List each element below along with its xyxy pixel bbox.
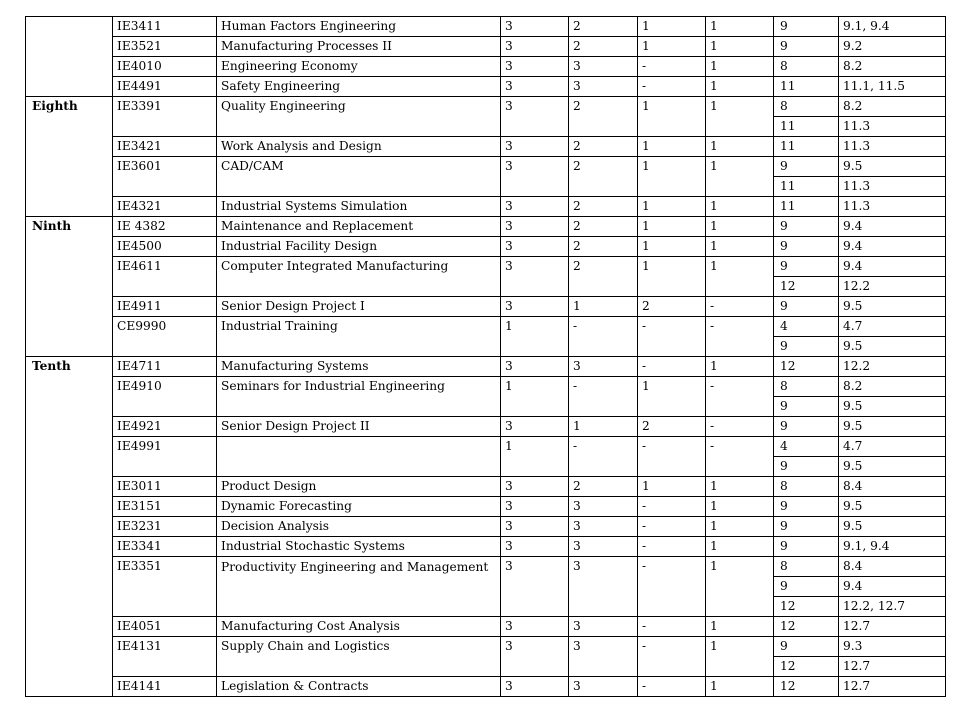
credits-cell: 3 bbox=[501, 217, 569, 237]
col4-cell: 2 bbox=[569, 237, 638, 257]
outcome-number-cell: 4 bbox=[774, 437, 839, 457]
col6-cell: 1 bbox=[706, 217, 774, 237]
credits-cell: 3 bbox=[501, 537, 569, 557]
col5-cell: 1 bbox=[638, 377, 706, 417]
col5-cell: 2 bbox=[638, 297, 706, 317]
table-body bbox=[26, 17, 946, 697]
credits-cell: 3 bbox=[501, 57, 569, 77]
credits-cell: 3 bbox=[501, 617, 569, 637]
outcome-indicator-cell: 9.5 bbox=[839, 157, 946, 177]
course-code-cell: IE3011 bbox=[113, 477, 217, 497]
col4-cell: 3 bbox=[569, 677, 638, 697]
table-row bbox=[26, 97, 946, 117]
col6-cell: - bbox=[706, 417, 774, 437]
col4-cell: 2 bbox=[569, 37, 638, 57]
credits-cell: 3 bbox=[501, 157, 569, 197]
col5-cell: 1 bbox=[638, 477, 706, 497]
outcome-indicator-cell: 11.3 bbox=[839, 117, 946, 137]
course-code-cell: IE4711 bbox=[113, 357, 217, 377]
col5-cell: 1 bbox=[638, 217, 706, 237]
course-code-cell: IE3601 bbox=[113, 157, 217, 197]
course-code-cell: IE3341 bbox=[113, 537, 217, 557]
outcome-number-cell: 12 bbox=[774, 357, 839, 377]
col6-cell: - bbox=[706, 297, 774, 317]
course-code-cell: IE4141 bbox=[113, 677, 217, 697]
course-title-cell: Industrial Training bbox=[217, 317, 501, 357]
col4-cell: 3 bbox=[569, 517, 638, 537]
course-title-cell: Product Design bbox=[217, 477, 501, 497]
outcome-indicator-cell: 9.5 bbox=[839, 497, 946, 517]
credits-cell: 3 bbox=[501, 297, 569, 317]
outcome-number-cell: 11 bbox=[774, 77, 839, 97]
col5-cell: - bbox=[638, 357, 706, 377]
outcome-number-cell: 9 bbox=[774, 17, 839, 37]
course-code-cell: IE3391 bbox=[113, 97, 217, 137]
course-title-cell bbox=[217, 437, 501, 477]
col4-cell: 2 bbox=[569, 97, 638, 137]
outcome-number-cell: 8 bbox=[774, 97, 839, 117]
col5-cell: 1 bbox=[638, 237, 706, 257]
col4-cell: 3 bbox=[569, 557, 638, 617]
table-row bbox=[26, 37, 946, 57]
outcome-number-cell: 9 bbox=[774, 397, 839, 417]
col6-cell: 1 bbox=[706, 237, 774, 257]
outcome-number-cell: 8 bbox=[774, 377, 839, 397]
course-title-cell: Work Analysis and Design bbox=[217, 137, 501, 157]
col4-cell: 2 bbox=[569, 477, 638, 497]
course-code-cell: IE3351 bbox=[113, 557, 217, 617]
col4-cell: 2 bbox=[569, 157, 638, 197]
credits-cell: 3 bbox=[501, 137, 569, 157]
table-row bbox=[26, 357, 946, 377]
outcome-indicator-cell: 11.3 bbox=[839, 137, 946, 157]
outcome-number-cell: 9 bbox=[774, 517, 839, 537]
col6-cell: 1 bbox=[706, 477, 774, 497]
outcome-indicator-cell: 8.4 bbox=[839, 477, 946, 497]
table-row bbox=[26, 417, 946, 437]
col6-cell: 1 bbox=[706, 37, 774, 57]
credits-cell: 3 bbox=[501, 677, 569, 697]
outcome-indicator-cell: 11.1, 11.5 bbox=[839, 77, 946, 97]
course-code-cell: IE3521 bbox=[113, 37, 217, 57]
course-title-cell: Industrial Systems Simulation bbox=[217, 197, 501, 217]
col5-cell: 1 bbox=[638, 257, 706, 297]
credits-cell: 3 bbox=[501, 17, 569, 37]
credits-cell: 1 bbox=[501, 317, 569, 357]
col6-cell: 1 bbox=[706, 517, 774, 537]
credits-cell: 3 bbox=[501, 357, 569, 377]
col5-cell: - bbox=[638, 677, 706, 697]
table-row bbox=[26, 137, 946, 157]
outcome-indicator-cell: 9.3 bbox=[839, 637, 946, 657]
table-row bbox=[26, 377, 946, 397]
col5-cell: - bbox=[638, 537, 706, 557]
outcome-indicator-cell: 9.5 bbox=[839, 397, 946, 417]
col4-cell: - bbox=[569, 437, 638, 477]
course-code-cell: IE4321 bbox=[113, 197, 217, 217]
course-code-cell: CE9990 bbox=[113, 317, 217, 357]
course-outcomes-table bbox=[25, 16, 946, 697]
outcome-indicator-cell: 9.1, 9.4 bbox=[839, 17, 946, 37]
outcome-number-cell: 9 bbox=[774, 637, 839, 657]
outcome-indicator-cell: 9.4 bbox=[839, 577, 946, 597]
col5-cell: 1 bbox=[638, 37, 706, 57]
col6-cell: 1 bbox=[706, 497, 774, 517]
outcome-indicator-cell: 8.2 bbox=[839, 57, 946, 77]
outcome-number-cell: 8 bbox=[774, 57, 839, 77]
table-row bbox=[26, 537, 946, 557]
col5-cell: - bbox=[638, 57, 706, 77]
course-code-cell: IE4921 bbox=[113, 417, 217, 437]
course-title-cell: Seminars for Industrial Engineering bbox=[217, 377, 501, 417]
outcome-number-cell: 9 bbox=[774, 457, 839, 477]
outcome-indicator-cell: 4.7 bbox=[839, 317, 946, 337]
outcome-indicator-cell: 8.2 bbox=[839, 377, 946, 397]
col5-cell: 1 bbox=[638, 17, 706, 37]
outcome-indicator-cell: 9.5 bbox=[839, 457, 946, 477]
col5-cell: 1 bbox=[638, 157, 706, 197]
outcome-number-cell: 12 bbox=[774, 597, 839, 617]
course-title-cell: Industrial Stochastic Systems bbox=[217, 537, 501, 557]
semester-cell: Eighth bbox=[26, 97, 113, 217]
course-code-cell: IE4131 bbox=[113, 637, 217, 677]
col6-cell: 1 bbox=[706, 637, 774, 677]
outcome-indicator-cell: 9.5 bbox=[839, 337, 946, 357]
course-code-cell: IE4611 bbox=[113, 257, 217, 297]
credits-cell: 3 bbox=[501, 237, 569, 257]
credits-cell: 3 bbox=[501, 497, 569, 517]
table-row bbox=[26, 637, 946, 657]
col6-cell: - bbox=[706, 317, 774, 357]
course-title-cell: Engineering Economy bbox=[217, 57, 501, 77]
col6-cell: 1 bbox=[706, 57, 774, 77]
course-code-cell: IE4910 bbox=[113, 377, 217, 417]
col6-cell: 1 bbox=[706, 97, 774, 137]
outcome-indicator-cell: 9.1, 9.4 bbox=[839, 537, 946, 557]
outcome-number-cell: 9 bbox=[774, 297, 839, 317]
table-row bbox=[26, 197, 946, 217]
credits-cell: 3 bbox=[501, 197, 569, 217]
table-row bbox=[26, 57, 946, 77]
course-title-cell: Quality Engineering bbox=[217, 97, 501, 137]
credits-cell: 3 bbox=[501, 97, 569, 137]
credits-cell: 3 bbox=[501, 637, 569, 677]
outcome-number-cell: 12 bbox=[774, 677, 839, 697]
col4-cell: 2 bbox=[569, 137, 638, 157]
col6-cell: 1 bbox=[706, 17, 774, 37]
course-code-cell: IE4991 bbox=[113, 437, 217, 477]
outcome-number-cell: 12 bbox=[774, 277, 839, 297]
col5-cell: 2 bbox=[638, 417, 706, 437]
col6-cell: 1 bbox=[706, 77, 774, 97]
col4-cell: 2 bbox=[569, 17, 638, 37]
credits-cell: 3 bbox=[501, 517, 569, 537]
col4-cell: 1 bbox=[569, 297, 638, 317]
outcome-number-cell: 9 bbox=[774, 417, 839, 437]
table-row bbox=[26, 157, 946, 177]
outcome-number-cell: 9 bbox=[774, 237, 839, 257]
outcome-indicator-cell: 12.7 bbox=[839, 657, 946, 677]
outcome-indicator-cell: 12.7 bbox=[839, 617, 946, 637]
col4-cell: 3 bbox=[569, 637, 638, 677]
outcome-number-cell: 8 bbox=[774, 477, 839, 497]
outcome-indicator-cell: 9.2 bbox=[839, 37, 946, 57]
col5-cell: 1 bbox=[638, 97, 706, 137]
course-code-cell: IE4051 bbox=[113, 617, 217, 637]
course-code-cell: IE 4382 bbox=[113, 217, 217, 237]
course-code-cell: IE3151 bbox=[113, 497, 217, 517]
semester-cell: Tenth bbox=[26, 357, 113, 697]
col5-cell: - bbox=[638, 437, 706, 477]
outcome-indicator-cell: 11.3 bbox=[839, 197, 946, 217]
semester-cell: Ninth bbox=[26, 217, 113, 357]
col6-cell: 1 bbox=[706, 617, 774, 637]
col6-cell: 1 bbox=[706, 537, 774, 557]
credits-cell: 3 bbox=[501, 477, 569, 497]
outcome-number-cell: 9 bbox=[774, 337, 839, 357]
course-title-cell: Manufacturing Cost Analysis bbox=[217, 617, 501, 637]
course-code-cell: IE4911 bbox=[113, 297, 217, 317]
col5-cell: 1 bbox=[638, 137, 706, 157]
table-row bbox=[26, 437, 946, 457]
credits-cell: 1 bbox=[501, 437, 569, 477]
col6-cell: - bbox=[706, 377, 774, 417]
outcome-indicator-cell: 9.5 bbox=[839, 517, 946, 537]
col4-cell: - bbox=[569, 377, 638, 417]
course-code-cell: IE4491 bbox=[113, 77, 217, 97]
course-title-cell: Legislation & Contracts bbox=[217, 677, 501, 697]
course-title-cell: Supply Chain and Logistics bbox=[217, 637, 501, 677]
table-row bbox=[26, 617, 946, 637]
col4-cell: 3 bbox=[569, 57, 638, 77]
table-row bbox=[26, 257, 946, 277]
col6-cell: - bbox=[706, 437, 774, 477]
outcome-indicator-cell: 12.2 bbox=[839, 357, 946, 377]
course-title-cell: Decision Analysis bbox=[217, 517, 501, 537]
semester-cell bbox=[26, 17, 113, 97]
credits-cell: 3 bbox=[501, 37, 569, 57]
outcome-indicator-cell: 9.5 bbox=[839, 417, 946, 437]
outcome-number-cell: 11 bbox=[774, 177, 839, 197]
table-row bbox=[26, 477, 946, 497]
col6-cell: 1 bbox=[706, 357, 774, 377]
table-row bbox=[26, 17, 946, 37]
table-row bbox=[26, 517, 946, 537]
outcome-number-cell: 9 bbox=[774, 537, 839, 557]
outcome-indicator-cell: 9.4 bbox=[839, 217, 946, 237]
col4-cell: 3 bbox=[569, 617, 638, 637]
outcome-number-cell: 4 bbox=[774, 317, 839, 337]
table-row bbox=[26, 237, 946, 257]
col6-cell: 1 bbox=[706, 137, 774, 157]
col6-cell: 1 bbox=[706, 257, 774, 297]
course-title-cell: CAD/CAM bbox=[217, 157, 501, 197]
col4-cell: 3 bbox=[569, 497, 638, 517]
col4-cell: 3 bbox=[569, 77, 638, 97]
course-title-cell: Computer Integrated Manufacturing bbox=[217, 257, 501, 297]
outcome-indicator-cell: 8.4 bbox=[839, 557, 946, 577]
outcome-number-cell: 12 bbox=[774, 657, 839, 677]
course-title-cell: Safety Engineering bbox=[217, 77, 501, 97]
col6-cell: 1 bbox=[706, 557, 774, 617]
outcome-indicator-cell: 12.7 bbox=[839, 677, 946, 697]
outcome-indicator-cell: 9.4 bbox=[839, 257, 946, 277]
outcome-indicator-cell: 12.2, 12.7 bbox=[839, 597, 946, 617]
course-title-cell: Productivity Engineering and Management bbox=[217, 557, 501, 617]
col5-cell: - bbox=[638, 557, 706, 617]
col4-cell: 3 bbox=[569, 537, 638, 557]
course-code-cell: IE4010 bbox=[113, 57, 217, 77]
table-row bbox=[26, 557, 946, 577]
col6-cell: 1 bbox=[706, 197, 774, 217]
col5-cell: - bbox=[638, 77, 706, 97]
outcome-indicator-cell: 4.7 bbox=[839, 437, 946, 457]
col4-cell: 2 bbox=[569, 197, 638, 217]
table-row bbox=[26, 677, 946, 697]
course-title-cell: Manufacturing Processes II bbox=[217, 37, 501, 57]
credits-cell: 3 bbox=[501, 417, 569, 437]
col5-cell: - bbox=[638, 497, 706, 517]
outcome-number-cell: 9 bbox=[774, 257, 839, 277]
table-row bbox=[26, 317, 946, 337]
course-title-cell: Dynamic Forecasting bbox=[217, 497, 501, 517]
outcome-number-cell: 9 bbox=[774, 37, 839, 57]
col4-cell: 2 bbox=[569, 257, 638, 297]
table-row bbox=[26, 217, 946, 237]
credits-cell: 3 bbox=[501, 557, 569, 617]
outcome-indicator-cell: 9.4 bbox=[839, 237, 946, 257]
outcome-number-cell: 9 bbox=[774, 577, 839, 597]
outcome-number-cell: 9 bbox=[774, 217, 839, 237]
outcome-number-cell: 11 bbox=[774, 137, 839, 157]
col5-cell: - bbox=[638, 617, 706, 637]
course-code-cell: IE3411 bbox=[113, 17, 217, 37]
outcome-indicator-cell: 9.5 bbox=[839, 297, 946, 317]
course-title-cell: Industrial Facility Design bbox=[217, 237, 501, 257]
course-code-cell: IE3421 bbox=[113, 137, 217, 157]
col4-cell: 3 bbox=[569, 357, 638, 377]
course-code-cell: IE3231 bbox=[113, 517, 217, 537]
outcome-number-cell: 11 bbox=[774, 197, 839, 217]
course-title-cell: Human Factors Engineering bbox=[217, 17, 501, 37]
outcome-number-cell: 9 bbox=[774, 157, 839, 177]
outcome-number-cell: 9 bbox=[774, 497, 839, 517]
col5-cell: - bbox=[638, 637, 706, 677]
course-code-cell: IE4500 bbox=[113, 237, 217, 257]
outcome-number-cell: 11 bbox=[774, 117, 839, 137]
course-title-cell: Senior Design Project I bbox=[217, 297, 501, 317]
outcome-number-cell: 12 bbox=[774, 617, 839, 637]
col6-cell: 1 bbox=[706, 157, 774, 197]
credits-cell: 3 bbox=[501, 77, 569, 97]
col6-cell: 1 bbox=[706, 677, 774, 697]
table-row bbox=[26, 497, 946, 517]
course-title-cell: Maintenance and Replacement bbox=[217, 217, 501, 237]
table-row bbox=[26, 77, 946, 97]
col5-cell: - bbox=[638, 517, 706, 537]
outcome-indicator-cell: 11.3 bbox=[839, 177, 946, 197]
col4-cell: - bbox=[569, 317, 638, 357]
col4-cell: 1 bbox=[569, 417, 638, 437]
outcome-indicator-cell: 12.2 bbox=[839, 277, 946, 297]
course-title-cell: Manufacturing Systems bbox=[217, 357, 501, 377]
col4-cell: 2 bbox=[569, 217, 638, 237]
outcome-indicator-cell: 8.2 bbox=[839, 97, 946, 117]
col5-cell: 1 bbox=[638, 197, 706, 217]
table-row bbox=[26, 297, 946, 317]
col5-cell: - bbox=[638, 317, 706, 357]
credits-cell: 3 bbox=[501, 257, 569, 297]
credits-cell: 1 bbox=[501, 377, 569, 417]
outcome-number-cell: 8 bbox=[774, 557, 839, 577]
course-title-cell: Senior Design Project II bbox=[217, 417, 501, 437]
